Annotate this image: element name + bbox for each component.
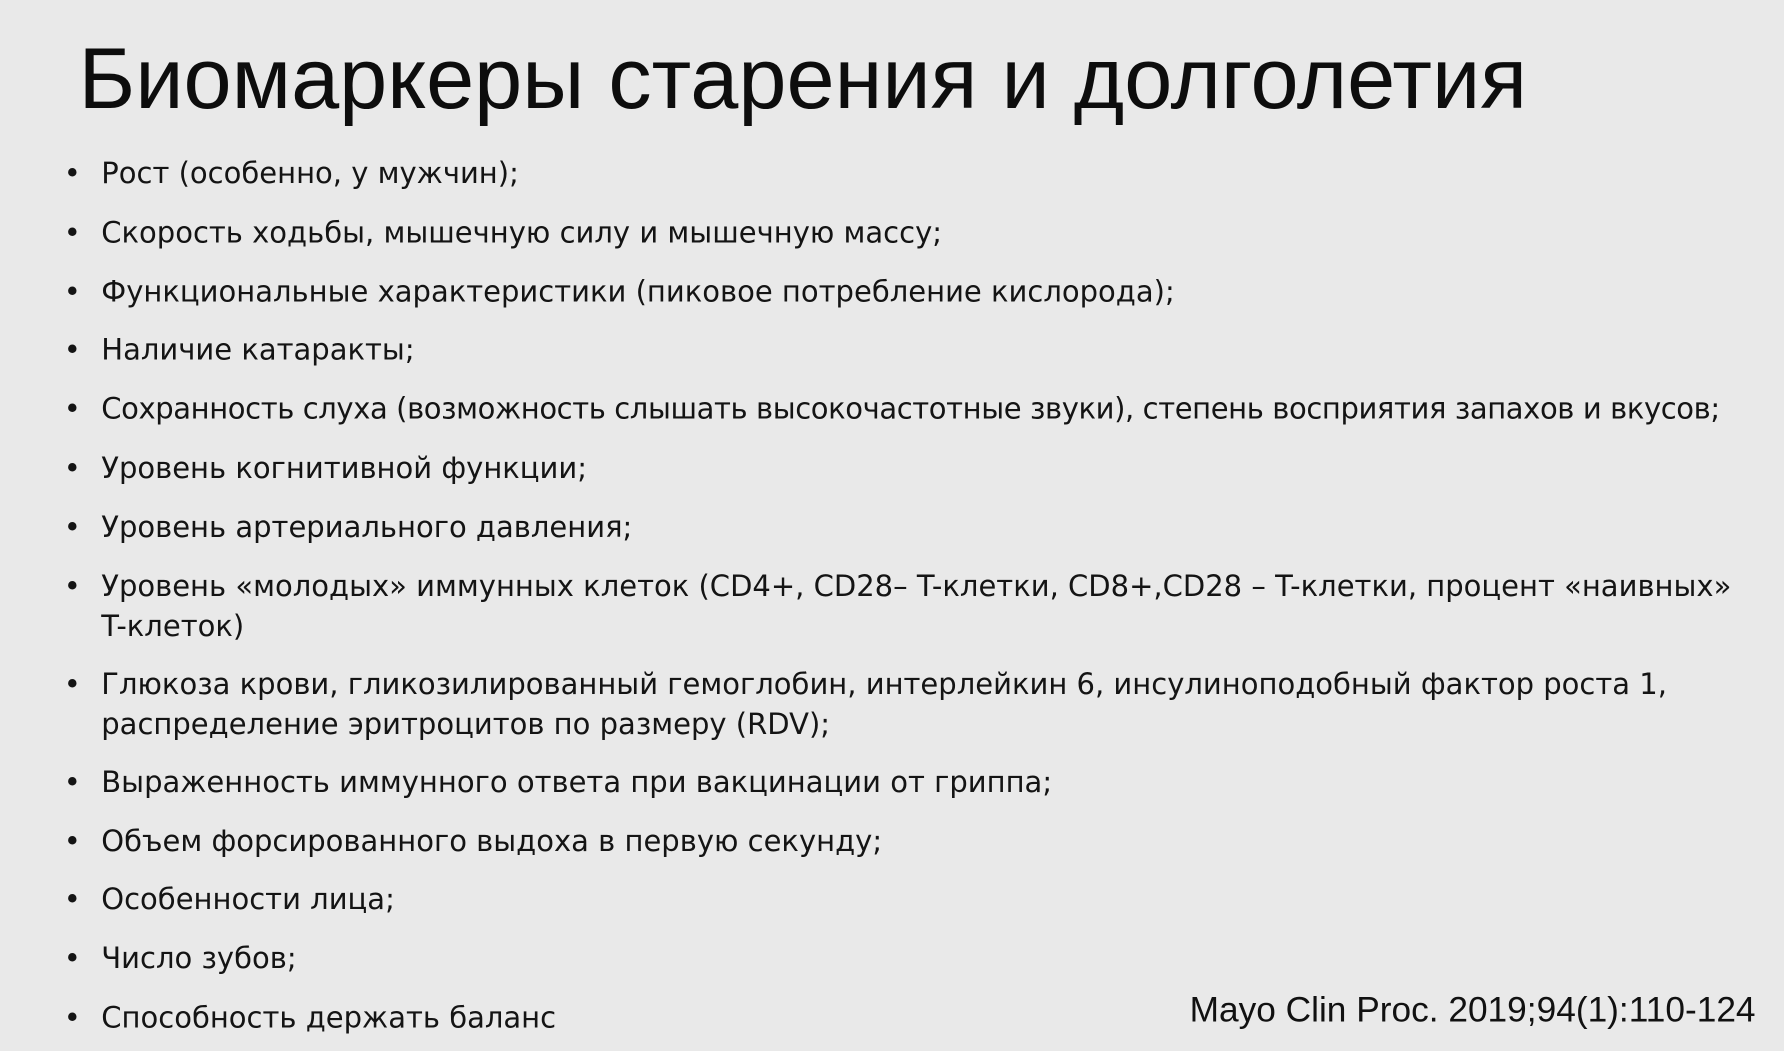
bullet-icon: •	[63, 570, 81, 605]
list-item	[64, 940, 1754, 980]
list-item-text: Уровень артериального давления;	[101, 510, 633, 545]
bullet-icon: •	[63, 765, 81, 800]
bullet-icon: •	[63, 882, 81, 918]
list-item-text: Уровень «молодых» иммунных клеток (CD4+, CD28– T-клетки, CD8+,CD28 – T-клетки, процент «наивных» T-клеток)	[101, 570, 1732, 644]
list-item	[64, 214, 1754, 254]
list-item	[64, 509, 1754, 549]
list-item	[64, 823, 1754, 863]
list-item-text: Функциональные характеристики (пиковое потребление кислорода);	[101, 275, 1175, 310]
bullet-icon: •	[63, 333, 81, 368]
list-item	[64, 390, 1754, 430]
list-item	[64, 273, 1754, 313]
list-item-text: Сохранность слуха (возможность слышать высокочастотные звуки), степень восприятия запахов и вкусов;	[101, 392, 1720, 427]
bullet-icon: •	[63, 1001, 81, 1036]
list-item-text: Объем форсированного выдоха в первую секунду;	[101, 824, 883, 860]
citation: Mayo Clin Proc. 2019;94(1):110-124	[1189, 989, 1756, 1030]
list-item-text: Уровень когнитивной функции;	[101, 451, 588, 486]
list-item	[64, 449, 1754, 489]
bullet-icon: •	[63, 275, 81, 310]
bullet-icon: •	[63, 510, 81, 545]
bullet-icon: •	[63, 392, 81, 427]
list-item	[64, 666, 1754, 746]
list-item-text: Выраженность иммунного ответа при вакцинации от гриппа;	[101, 765, 1053, 800]
list-item-text: Скорость ходьбы, мышечную силу и мышечную массу;	[101, 216, 943, 251]
list-item-text: Наличие катаракты;	[101, 333, 415, 368]
bullet-icon: •	[63, 216, 81, 251]
bullet-icon: •	[63, 451, 81, 486]
list-item-text: Способность держать баланс	[101, 1001, 557, 1036]
list-item	[64, 881, 1754, 921]
list-item	[64, 763, 1754, 803]
list-item-text: Число зубов;	[101, 942, 297, 977]
list-item-text: Особенности лица;	[101, 882, 395, 918]
list-item-text: Глюкоза крови, гликозилированный гемоглобин, интерлейкин 6, инсулиноподобный фактор роста 1, распределение эритроцитов по размеру (RDV);	[101, 667, 1667, 742]
list-item	[64, 331, 1754, 371]
bullet-icon: •	[63, 157, 81, 192]
list-item	[64, 155, 1754, 195]
bullet-icon: •	[63, 824, 81, 860]
bullet-icon: •	[63, 942, 81, 977]
bullet-icon: •	[63, 667, 81, 702]
list-item-text: Рост (особенно, у мужчин);	[101, 157, 519, 192]
list-item	[64, 568, 1754, 648]
slide-title: Биомаркеры старения и долголетия	[78, 30, 1528, 128]
